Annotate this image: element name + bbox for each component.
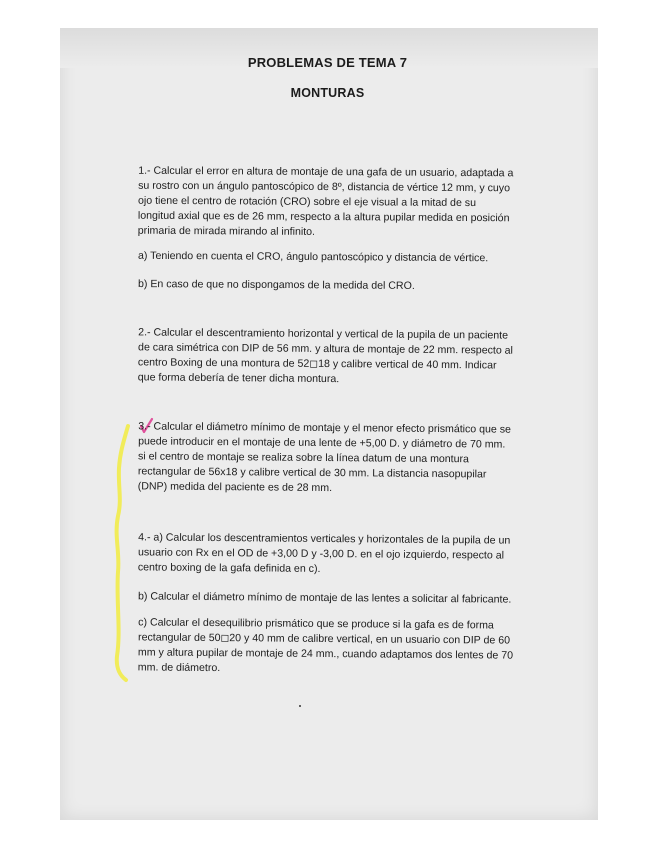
problem-4c-line: mm. de diámetro.: [137, 661, 221, 675]
problem-1-line: 1.- Calcular el error en altura de montaje de una gafa de un usuario, adaptada a: [138, 164, 514, 180]
problem-3-line: (DNP) medida del paciente es de 28 mm.: [137, 480, 333, 495]
problem-4-part-c: [138, 615, 514, 678]
problem-4c-line: mm y altura pupilar de montaje de 24 mm., cuando adaptamos dos lentes de 70: [137, 646, 514, 662]
document-subtitle: MONTURAS: [290, 86, 365, 100]
problem-4-line: usuario con Rx en el OD de +3,00 D y -3,00 D. en el ojo izquierdo, respecto al: [137, 546, 505, 562]
problem-1-line: ojo tiene el centro de rotación (CRO) sobre el eje visual a la mitad de su: [137, 194, 477, 210]
problem-1-part-b: b) En caso de que no dispongamos de la medida del CRO.: [137, 278, 415, 292]
problem-1-part-a: a) Teniendo en cuenta el CRO, ángulo pantoscópico y distancia de vértice.: [137, 249, 489, 265]
problem-2-line: 2.- Calcular el descentramiento horizontal y vertical de la pupila de un paciente: [138, 326, 509, 342]
problem-3-line: puede introducir en el montaje de una lente de +5,00 D. y diámetro de 70 mm.: [138, 435, 506, 451]
problem-4c-line: rectangular de 50◻20 y 40 mm de calibre vertical, en un usuario con DIP de 60: [138, 631, 511, 647]
problem-3-line: 3.- Calcular el diámetro mínimo de montaje y el menor efecto prismático que se: [138, 420, 512, 436]
problem-2-line: centro Boxing de una montura de 52◻18 y calibre vertical de 40 mm. Indicar: [137, 356, 497, 372]
problem-1-line: su rostro con un ángulo pantoscópico de 8º, distancia de vértice 12 mm, y cuyo: [138, 179, 511, 195]
problem-4-part-a: [138, 530, 511, 578]
problem-2-line: que forma debería de tener dicha montura.: [137, 371, 340, 386]
yellow-highlight-bracket: [117, 426, 128, 680]
problem-1-statement: [138, 164, 514, 242]
problem-3-line: rectangular de 56x18 y calibre vertical de 30 mm. La distancia nasopupilar: [137, 465, 487, 481]
problem-2-statement: [138, 325, 513, 388]
problem-4-part-b: b) Calcular el diámetro mínimo de montaje de las lentes a solicitar al fabricante.: [137, 590, 512, 606]
problem-4c-line: c) Calcular el desequilibrio prismático que se produce si la gafa es de forma: [138, 616, 494, 632]
page-speck: [299, 705, 301, 707]
problem-3-statement: [138, 419, 511, 497]
problem-2-line: de cara simétrica con DIP de 56 mm. y altura de montaje de 22 mm. respecto al: [138, 341, 514, 357]
problem-4-line: centro boxing de la gafa definida en c).: [137, 561, 321, 575]
problem-1-line: longitud axial que es de 26 mm, respecto a la altura pupilar medida en posición: [137, 209, 510, 225]
problem-3-line: si el centro de montaje se realiza sobre la línea datum de una montura: [137, 450, 470, 466]
problem-1-line: primaria de mirada mirando al infinito.: [137, 224, 316, 238]
problem-4-line: 4.- a) Calcular los descentramientos verticales y horizontales de la pupila de un: [138, 531, 511, 547]
document-title: PROBLEMAS DE TEMA 7: [247, 55, 408, 70]
